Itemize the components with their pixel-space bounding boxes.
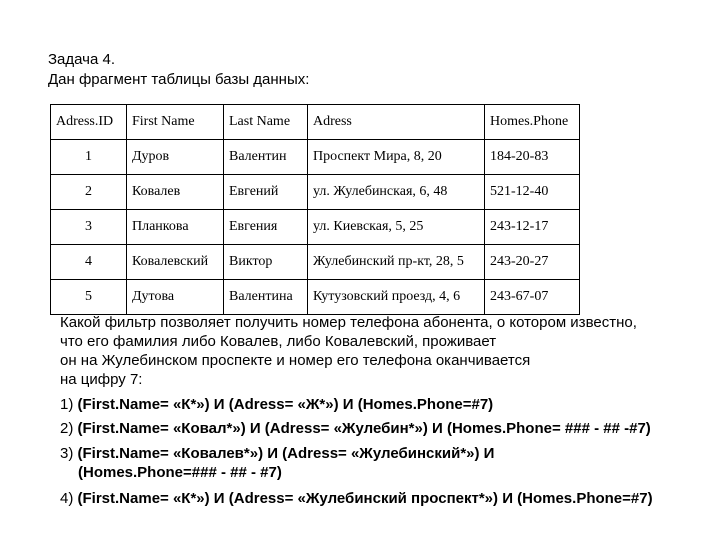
table-cell: Планкова <box>127 210 224 245</box>
question-text <box>60 313 710 389</box>
option-text: (First.Name= «Ковал*») И (Adress= «Жулебин*») И (Homes.Phone= ### - ## -#7) <box>77 420 651 437</box>
table-cell: 2 <box>51 175 127 210</box>
table-row <box>51 175 580 210</box>
table-row <box>51 245 580 280</box>
table-cell: 3 <box>51 210 127 245</box>
table-row <box>51 140 580 175</box>
table-cell: Евгения <box>224 210 308 245</box>
table-cell: Дуров <box>127 140 224 175</box>
option-number: 1) <box>60 396 74 413</box>
option-text: (First.Name= «К*») И (Adress= «Жулебинский проспект*») И (Homes.Phone=#7) <box>77 490 653 507</box>
header-cell: First Name <box>127 105 224 140</box>
task-number: Задача 4. <box>48 51 116 68</box>
table-cell: Евгений <box>224 175 308 210</box>
question-line: что его фамилия либо Ковалев, либо Ковалевский, проживает <box>60 333 497 350</box>
table-cell: Валентина <box>224 280 308 315</box>
table-cell: ул. Жулебинская, 6, 48 <box>308 175 485 210</box>
table-cell: 243-20-27 <box>485 245 580 280</box>
task-heading <box>48 50 309 90</box>
table-cell: 5 <box>51 280 127 315</box>
question-line: Какой фильтр позволяет получить номер телефона абонента, о котором известно, <box>60 314 637 331</box>
option-text-continued: (Homes.Phone=### - ## - #7) <box>78 464 282 481</box>
table-cell: 1 <box>51 140 127 175</box>
table-cell: Валентин <box>224 140 308 175</box>
table-cell: Виктор <box>224 245 308 280</box>
header-cell: Adress <box>308 105 485 140</box>
option-text: (First.Name= «Ковалев*») И (Adress= «Жулебинский*») И <box>77 445 495 462</box>
table-cell: Проспект Мира, 8, 20 <box>308 140 485 175</box>
option-number: 2) <box>60 420 74 437</box>
header-cell: Homes.Phone <box>485 105 580 140</box>
table-cell: 243-12-17 <box>485 210 580 245</box>
answer-option-3 <box>60 444 710 482</box>
option-number: 4) <box>60 490 74 507</box>
header-cell: Last Name <box>224 105 308 140</box>
question-line: он на Жулебинском проспекте и номер его телефона оканчивается <box>60 352 531 369</box>
table-cell: ул. Киевская, 5, 25 <box>308 210 485 245</box>
table-cell: 243-67-07 <box>485 280 580 315</box>
table-cell: 184-20-83 <box>485 140 580 175</box>
table-cell: 521-12-40 <box>485 175 580 210</box>
database-table <box>50 104 580 315</box>
table-row <box>51 280 580 315</box>
question-line: на цифру 7: <box>60 371 143 388</box>
table-cell: Ковалев <box>127 175 224 210</box>
table-header-row <box>51 105 580 140</box>
answer-option-4 <box>60 489 710 508</box>
table-cell: Кутузовский проезд, 4, 6 <box>308 280 485 315</box>
table-cell: 4 <box>51 245 127 280</box>
table-cell: Жулебинский пр-кт, 28, 5 <box>308 245 485 280</box>
table-cell: Ковалевский <box>127 245 224 280</box>
table-row <box>51 210 580 245</box>
answer-option-2 <box>60 419 710 438</box>
table-cell: Дутова <box>127 280 224 315</box>
answer-option-1 <box>60 395 710 414</box>
header-cell: Adress.ID <box>51 105 127 140</box>
task-description: Дан фрагмент таблицы базы данных: <box>48 71 310 88</box>
option-text: (First.Name= «К*») И (Adress= «Ж*») И (Homes.Phone=#7) <box>77 396 494 413</box>
option-number: 3) <box>60 445 74 462</box>
